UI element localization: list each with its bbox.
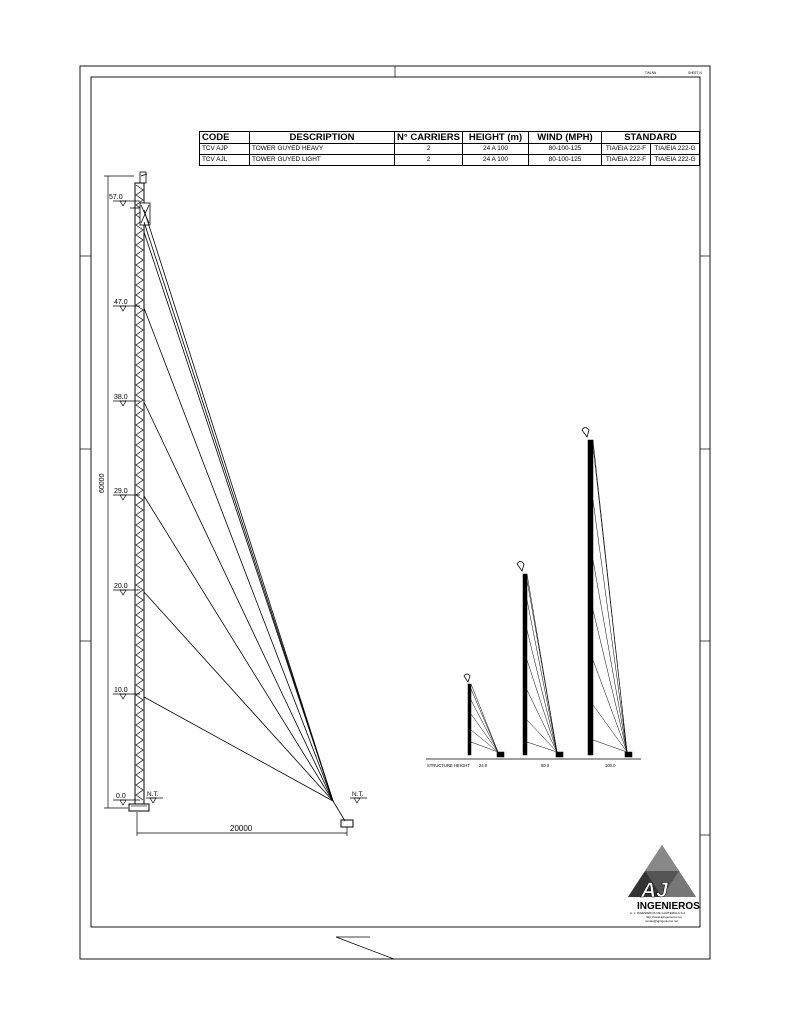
logo-company: A. J. INGENIEROS DE GUATEMALA S.A. — [630, 911, 687, 915]
cell-wind: 80-100-125 — [529, 144, 602, 155]
logo-website: http://www.ajingenieros.net — [646, 915, 682, 919]
sheet-ref-left: TWLNN — [645, 71, 657, 75]
cell-description: TOWER GUYED LIGHT — [250, 155, 395, 166]
col-header-carriers: N° CARRIERS — [395, 132, 463, 144]
height-dimension-label: 60000 — [99, 473, 106, 493]
sheet-ref-right: SHEET N — [688, 71, 702, 75]
table-row — [200, 155, 700, 166]
guy-wires — [144, 210, 333, 801]
cell-code: TCV AJL — [200, 155, 250, 166]
tall-tower — [582, 428, 632, 758]
col-header-description: DESCRIPTION — [250, 132, 395, 144]
col-header-code: CODE — [200, 132, 250, 144]
cell-standard-2: TIA/EIA 222-G — [651, 144, 700, 155]
col-header-standard: STANDARD — [602, 132, 700, 144]
structure-height-60: 60.0 — [541, 763, 550, 768]
col-header-wind: WIND (MPH) — [529, 132, 602, 144]
cell-height: 24 A 100 — [463, 155, 529, 166]
spec-table — [199, 131, 700, 166]
level-label-0: 0.0 — [116, 793, 126, 800]
structure-height-label: STRUCTURE HEIGHT — [427, 763, 470, 768]
logo-email: ventas@ajingenieros.net — [645, 919, 679, 923]
cell-wind: 80-100-125 — [529, 155, 602, 166]
logo-name: INGENIEROS — [637, 901, 700, 912]
structure-height-100: 100.0 — [605, 763, 616, 768]
col-header-height: HEIGHT (m) — [463, 132, 529, 144]
comparison-towers — [426, 428, 641, 760]
level-label-38: 38.0 — [114, 394, 128, 401]
sheet-border — [80, 66, 710, 959]
cell-height: 24 A 100 — [463, 144, 529, 155]
table-row — [200, 144, 700, 155]
tower-mast — [135, 183, 144, 805]
main-tower-elevation — [129, 172, 353, 827]
cell-description: TOWER GUYED HEAVY — [250, 144, 395, 155]
level-label-57: 57.0 — [109, 194, 123, 201]
logo-monogram: AJ — [641, 879, 668, 902]
level-label-20: 20.0 — [114, 583, 128, 590]
ground-label-anchor: N.T. — [352, 791, 364, 798]
cell-carriers: 2 — [395, 144, 463, 155]
cell-code: TCV AJP — [200, 144, 250, 155]
cell-standard-2: TIA/EIA 222-G — [651, 155, 700, 166]
small-tower — [464, 674, 504, 757]
company-logo — [628, 845, 700, 923]
structure-height-24: 24.0 — [479, 763, 488, 768]
cell-standard-1: TIA/EIA 222-F — [602, 144, 651, 155]
medium-tower — [517, 562, 563, 758]
level-label-47: 47.0 — [114, 299, 128, 306]
guy-anchor — [341, 820, 353, 827]
spec-table-header — [200, 132, 700, 144]
cell-standard-1: TIA/EIA 222-F — [602, 155, 651, 166]
tower-base — [129, 804, 149, 811]
level-label-10: 10.0 — [114, 687, 128, 694]
level-label-29: 29.0 — [114, 488, 128, 495]
ground-label-tower: N.T. — [147, 791, 159, 798]
cell-carriers: 2 — [395, 155, 463, 166]
distance-dimension-label: 20000 — [230, 824, 253, 833]
